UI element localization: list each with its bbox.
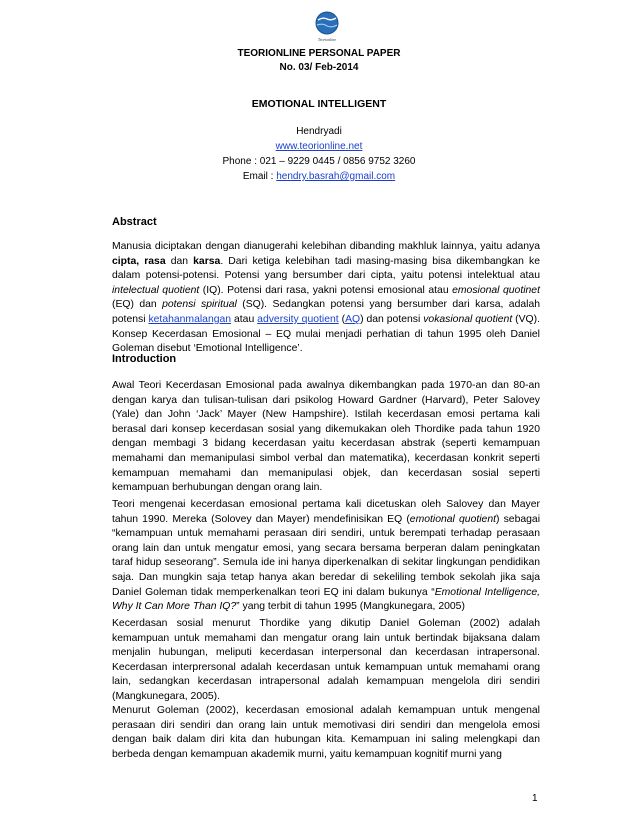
globe-logo-icon — [313, 10, 341, 44]
intro-paragraph-4: Menurut Goleman (2002), kecerdasan emosional adalah kemampuan untuk mengenal perasaan diri sendiri dan orang lain untuk memotivasi diri sendiri dan mengelola emosi dengan baik dalam diri kita dan hubungan kita. Kemampuan ini saling melengkapi dan berbeda dengan kemampuan akademik murni, yaitu kemampuan kognitif murni yang — [112, 705, 540, 760]
introduction-heading: Introduction — [112, 353, 177, 365]
intro-paragraph-1: Awal Teori Kecerdasan Emosional pada awalnya dikembangkan pada 1970-an dan 80-an dengan karya dan tulisan-tulisan dari psikolog Howard Gardner (Harvard), Peter Salovey (Yale) dan John ‘Jack’ Mayer (New Hampshire). Istilah kecerdasan emosi pertama kali berasal dari konsep kecerdasan sosial yang dikemukakan oleh Thordike pada tahun 1920 dengan membagi 3 bidang kecerdasan yaitu kecerdasan abstrak (seperti kemampuan memahami dan memanipulasi simbol verbal dan matematika), kecerdasan konkrit seperti kemampuan memahami dan memanipulasi objek, dan kecerdasan sosial seperti kemampuan berhubungan dengan orang lain. — [112, 380, 540, 494]
paper-number: No. 03/ Feb-2014 — [279, 62, 359, 73]
paper-series: TEORIONLINE PERSONAL PAPER — [237, 48, 401, 59]
email-link[interactable]: hendry.basrah@gmail.com — [276, 171, 396, 182]
intro-paragraph-3: Kecerdasan sosial menurut Thordike yang dikutip Daniel Goleman (2002) adalah kemampuan untuk memahami dan mengatur orang lain untuk bertindak bijaksana dalam menjalin hubungan, meliputi kecerdasan interpersonal dan kecerdasan intrapersonal. Kecerdasan interprersonal adalah kecerdasan untuk kemampuan untuk memahami orang lain, sedangkan kecerdasan intrapersonal adalah kemampuan mengelola diri sendiri (Mangkunegara, 2005). — [112, 618, 540, 702]
adversity-quotient-link[interactable]: adversity quotient — [257, 313, 339, 325]
phone-line: Phone : 021 – 9229 0445 / 0856 9752 3260 — [222, 156, 416, 167]
aq-link[interactable]: AQ — [345, 313, 361, 325]
email-line — [0, 171, 638, 182]
page-number: 1 — [532, 793, 538, 804]
intro-paragraph-2: Teori mengenai kecerdasan emosional pertama kali dicetuskan oleh Salovey dan Mayer tahun 1990. Mereka (Solovey dan Mayer) mendefinisikan EQ (emotional quotient) sebagai “kemampuan untuk memahami perasaan diri sendiri, untuk berempati terhadap perasaan orang lain dan untuk mengatur emosi, yang secara bersama berperan dalam peningkatan taraf hidup seseorang”. Semula ide ini hanya diperkenalkan di sekitar lingkungan pendidikan saja. Dan mungkin saja tetap hanya akan beredar di sekeliling tembok sekolah jika saja Daniel Goleman tidak memperkenalkan teori EQ ini dalam bukunya “Emotional Intelligence, Why It Can More Than IQ?” yang terbit di tahun 1995 (Mangkunegara, 2005) — [112, 499, 541, 613]
abstract-heading: Abstract — [112, 216, 157, 228]
paper-title: EMOTIONAL INTELLIGENT — [251, 98, 387, 110]
ketahanmalangan-link[interactable]: ketahanmalangan — [148, 313, 232, 325]
logo-caption: Teorionline — [317, 37, 337, 42]
website-link[interactable]: www.teorionline.net — [275, 141, 363, 152]
author-name: Hendryadi — [296, 126, 342, 137]
email-label: Email : — [242, 171, 277, 182]
abstract-paragraph: Manusia diciptakan dengan dianugerahi kelebihan dibanding makhluk lainnya, yaitu adanya cipta, rasa dan karsa. Dari ketiga kelebihan tadi masing-masing bisa dikembangkan ke dalam potensi-potensi. Potensi yang bersumber dari cipta, yaitu potensi intelektual atau intelectual quotient (IQ). Potensi dari rasa, yakni potensi emosional atau emosional quotinet (EQ) dan potensi spiritual (SQ). Sedangkan potensi yang bersumber dari karsa, adalah potensi ketahanmalangan atau adversity quotient (AQ) dan potensi vokasional quotient (VQ). Konsep Kecerdasan Emosional – EQ mulai menjadi perhatian di tahun 1995 oleh Daniel Goleman disebut ‘Emotional Intelligence’. — [112, 241, 541, 355]
website-link-row — [0, 141, 638, 152]
